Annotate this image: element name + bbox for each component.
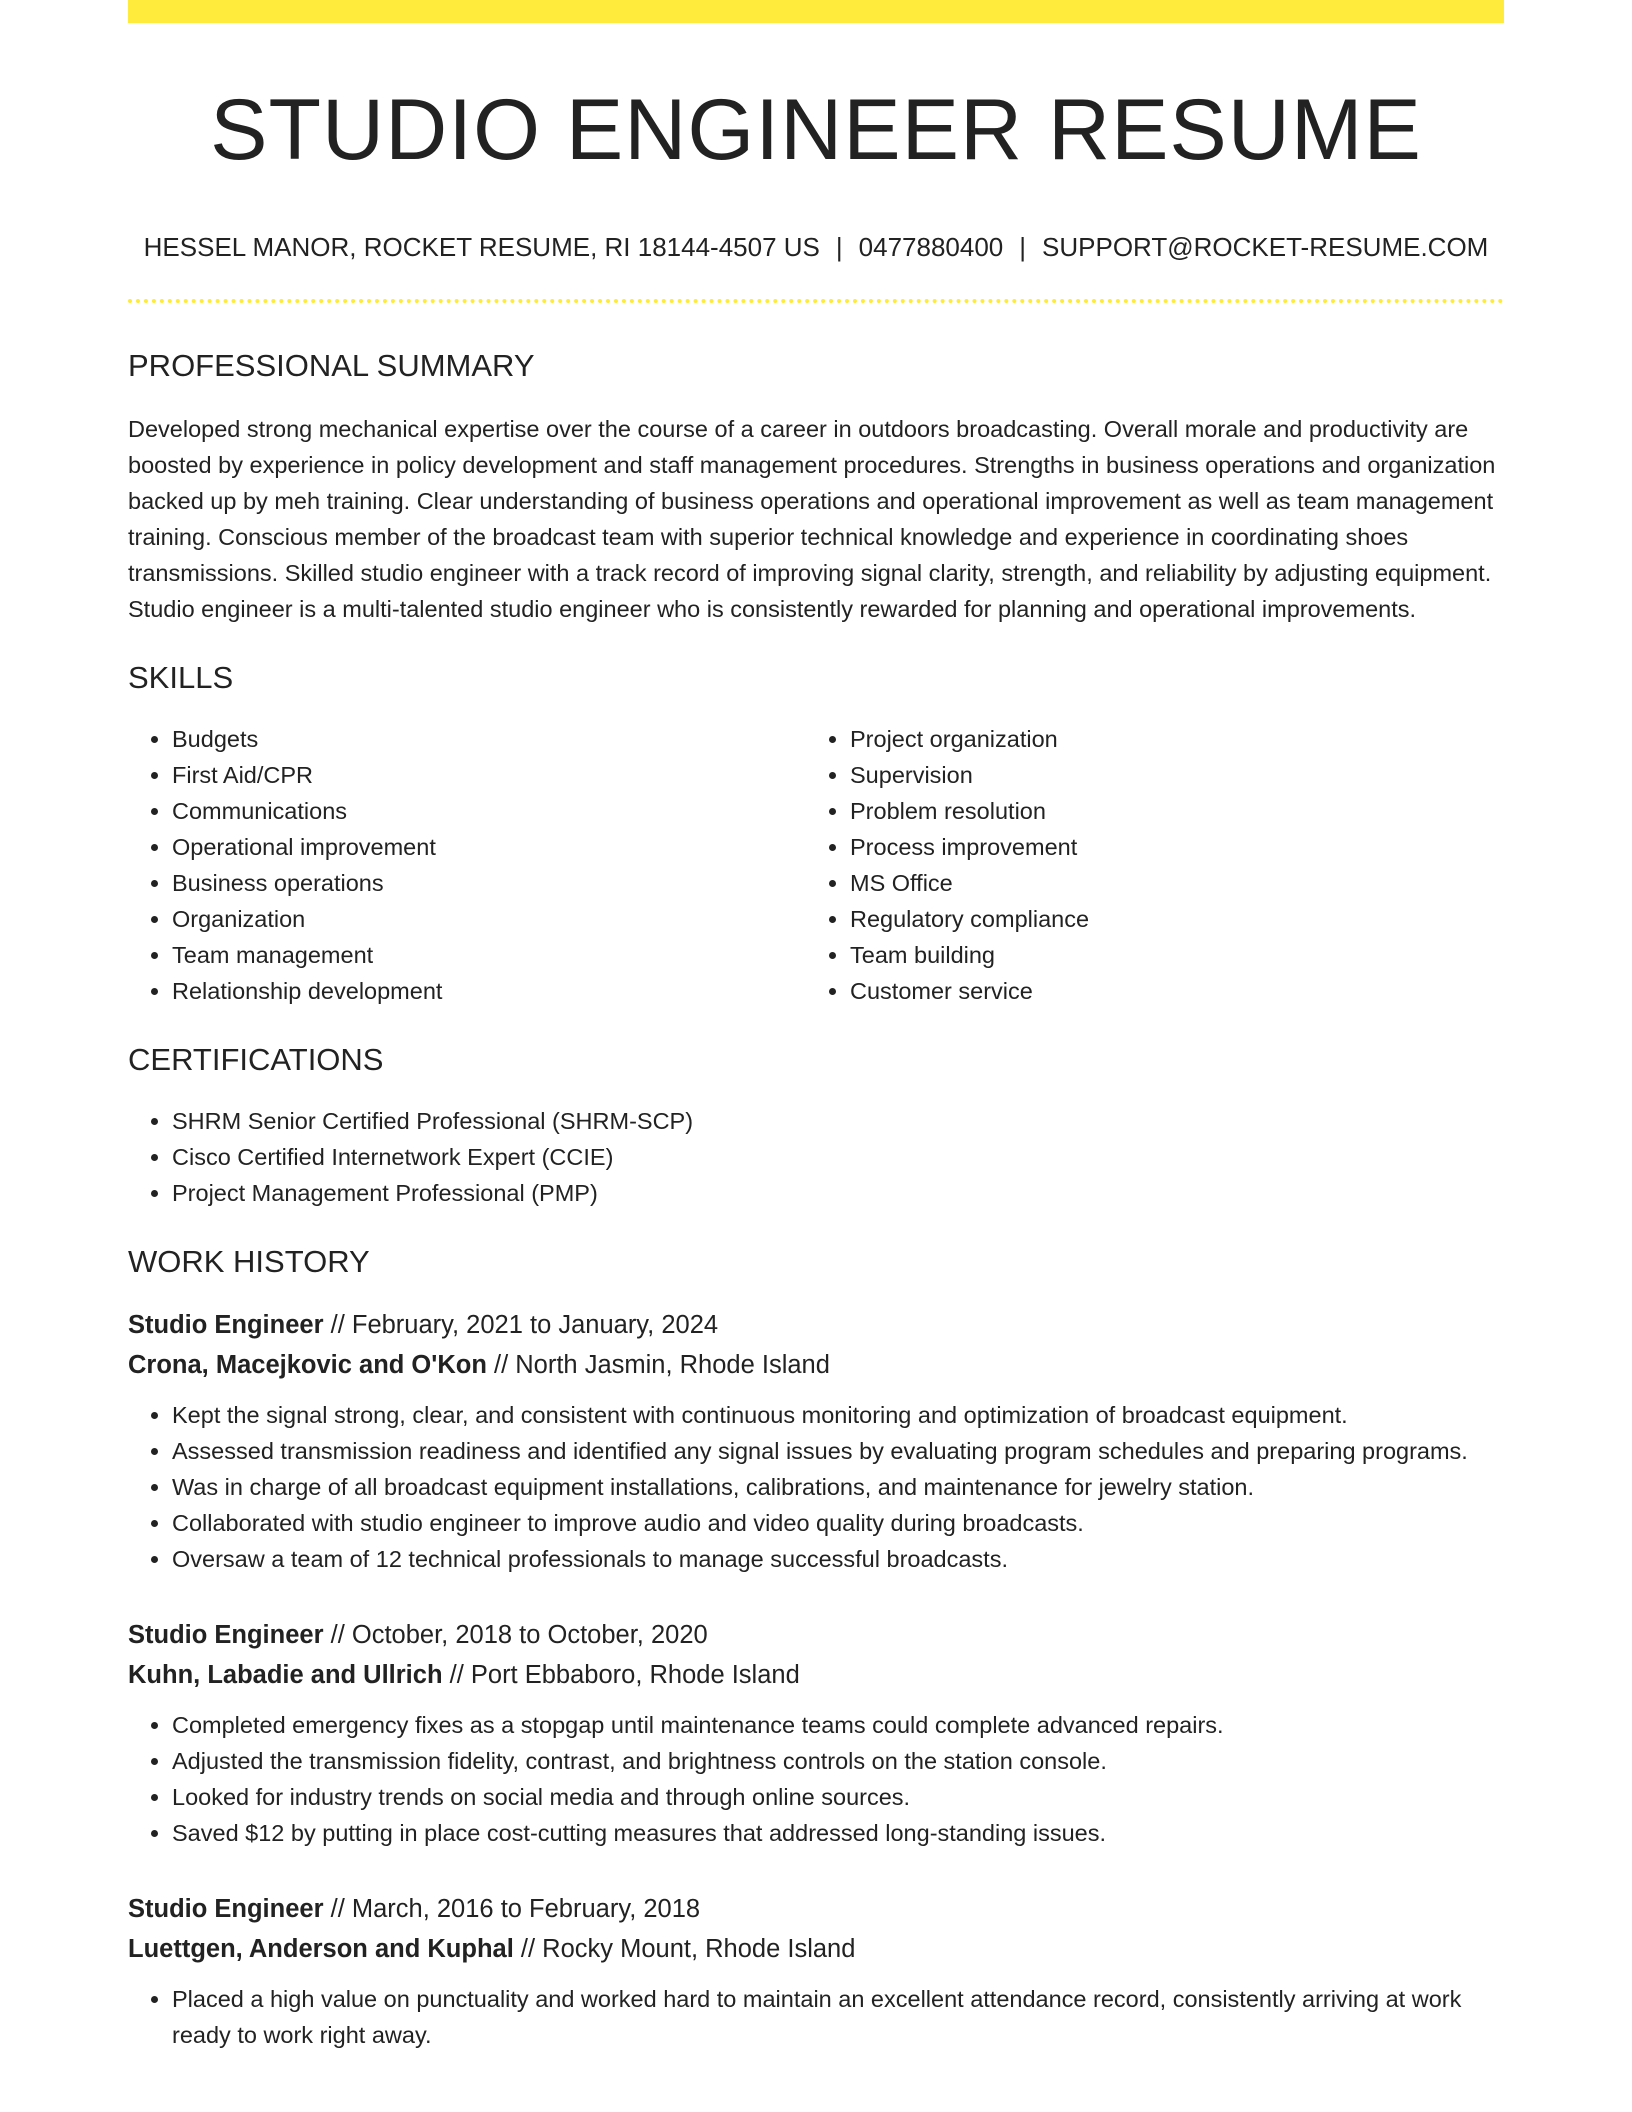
skill-item: • Problem resolution [850, 793, 1484, 829]
certification-item: • Cisco Certified Internetwork Expert (CCIE) [172, 1139, 1504, 1175]
skill-item: • MS Office [850, 865, 1484, 901]
job-bullet: • Saved $12 by putting in place cost-cutting measures that addressed long-standing issues. [172, 1815, 1504, 1851]
job-bullets [128, 1981, 1504, 2053]
job-company-line [128, 1929, 1504, 1969]
skill-item: • Team building [850, 937, 1484, 973]
summary-section [128, 347, 1504, 627]
section-heading-certifications: CERTIFICATIONS [128, 1041, 384, 1077]
job-bullet: • Collaborated with studio engineer to improve audio and video quality during broadcasts. [172, 1505, 1504, 1541]
job-location: // Port Ebbaboro, Rhode Island [449, 1660, 800, 1689]
job-bullet: • Was in charge of all broadcast equipment installations, calibrations, and maintenance for jewelry station. [172, 1469, 1504, 1505]
job-bullet: • Kept the signal strong, clear, and consistent with continuous monitoring and optimization of broadcast equipment. [172, 1397, 1504, 1433]
work-history-section [128, 1243, 1504, 2053]
skill-item: • Regulatory compliance [850, 901, 1484, 937]
job-title: Studio Engineer [128, 1310, 324, 1339]
job-title-line [128, 1889, 1504, 1929]
skill-item: • First Aid/CPR [172, 757, 806, 793]
job-bullets [128, 1707, 1504, 1851]
job-company-line [128, 1655, 1504, 1695]
skill-item: • Customer service [850, 973, 1484, 1009]
section-heading-work-history: WORK HISTORY [128, 1243, 370, 1279]
summary-text: Developed strong mechanical expertise over the course of a career in outdoors broadcasting. Overall morale and productivity are boosted by experience in policy development and staff management procedures. Strengths in business operations and organization backed up by meh training. Clear understanding of business operations and operational improvement as well as team management training. Conscious member of the broadcast team with superior technical knowledge and experience in coordinating shoes transmissions. Skilled studio engineer with a track record of improving signal clarity, strength, and reliability by adjusting equipment. Studio engineer is a multi-talented studio engineer who is consistently rewarded for planning and operational improvements. [128, 415, 1496, 622]
skill-item: • Process improvement [850, 829, 1484, 865]
contact-line [128, 231, 1504, 262]
skills-list-right [806, 721, 1484, 1009]
skill-item: • Organization [172, 901, 806, 937]
contact-address: HESSEL MANOR, ROCKET RESUME, RI 18144-4507 US [143, 231, 820, 262]
job-title: Studio Engineer [128, 1894, 324, 1923]
skill-item: • Project organization [850, 721, 1484, 757]
skill-item: • Budgets [172, 721, 806, 757]
page-title: STUDIO ENGINEER RESUME [210, 82, 1422, 178]
skills-section [128, 659, 1504, 1009]
contact-separator: | [835, 231, 843, 262]
certifications-list [128, 1103, 1504, 1211]
certifications-section [128, 1041, 1504, 1211]
section-heading-skills: SKILLS [128, 659, 234, 695]
job-company: Crona, Macejkovic and O'Kon [128, 1350, 487, 1379]
job-company: Kuhn, Labadie and Ullrich [128, 1660, 443, 1689]
job-location: // Rocky Mount, Rhode Island [520, 1934, 856, 1963]
job-bullets [128, 1397, 1504, 1577]
job-location: // North Jasmin, Rhode Island [494, 1350, 830, 1379]
job-company: Luettgen, Anderson and Kuphal [128, 1934, 514, 1963]
job-entry [128, 1889, 1504, 2053]
dotted-divider [128, 299, 1504, 303]
skill-item: • Team management [172, 937, 806, 973]
certification-item: • Project Management Professional (PMP) [172, 1175, 1504, 1211]
job-dates: // October, 2018 to October, 2020 [330, 1620, 708, 1649]
job-entry [128, 1615, 1504, 1851]
job-title-line [128, 1615, 1504, 1655]
resume-page [128, 0, 1504, 2053]
contact-phone: 0477880400 [858, 231, 1004, 262]
job-bullet: • Placed a high value on punctuality and worked hard to maintain an excellent attendance record, consistently arriving at work ready to work right away. [172, 1981, 1504, 2053]
skill-item: • Supervision [850, 757, 1484, 793]
certification-item: • SHRM Senior Certified Professional (SHRM-SCP) [172, 1103, 1504, 1139]
skill-item: • Communications [172, 793, 806, 829]
job-bullet: • Looked for industry trends on social media and through online sources. [172, 1779, 1504, 1815]
job-dates: // March, 2016 to February, 2018 [330, 1894, 701, 1923]
skills-columns [128, 721, 1504, 1009]
job-entry [128, 1305, 1504, 1577]
skill-item: • Operational improvement [172, 829, 806, 865]
section-heading-summary: PROFESSIONAL SUMMARY [128, 347, 535, 383]
job-bullet: • Completed emergency fixes as a stopgap until maintenance teams could complete advanced repairs. [172, 1707, 1504, 1743]
accent-top-bar [128, 0, 1504, 23]
job-dates: // February, 2021 to January, 2024 [330, 1310, 719, 1339]
job-title-line [128, 1305, 1504, 1345]
job-company-line [128, 1345, 1504, 1385]
contact-email: SUPPORT@ROCKET-RESUME.COM [1042, 231, 1489, 262]
contact-separator: | [1019, 231, 1027, 262]
job-bullet: • Assessed transmission readiness and identified any signal issues by evaluating program schedules and preparing programs. [172, 1433, 1504, 1469]
skills-list-left [128, 721, 806, 1009]
job-title: Studio Engineer [128, 1620, 324, 1649]
skill-item: • Business operations [172, 865, 806, 901]
job-bullet: • Adjusted the transmission fidelity, contrast, and brightness controls on the station console. [172, 1743, 1504, 1779]
job-bullet: • Oversaw a team of 12 technical professionals to manage successful broadcasts. [172, 1541, 1504, 1577]
skill-item: • Relationship development [172, 973, 806, 1009]
